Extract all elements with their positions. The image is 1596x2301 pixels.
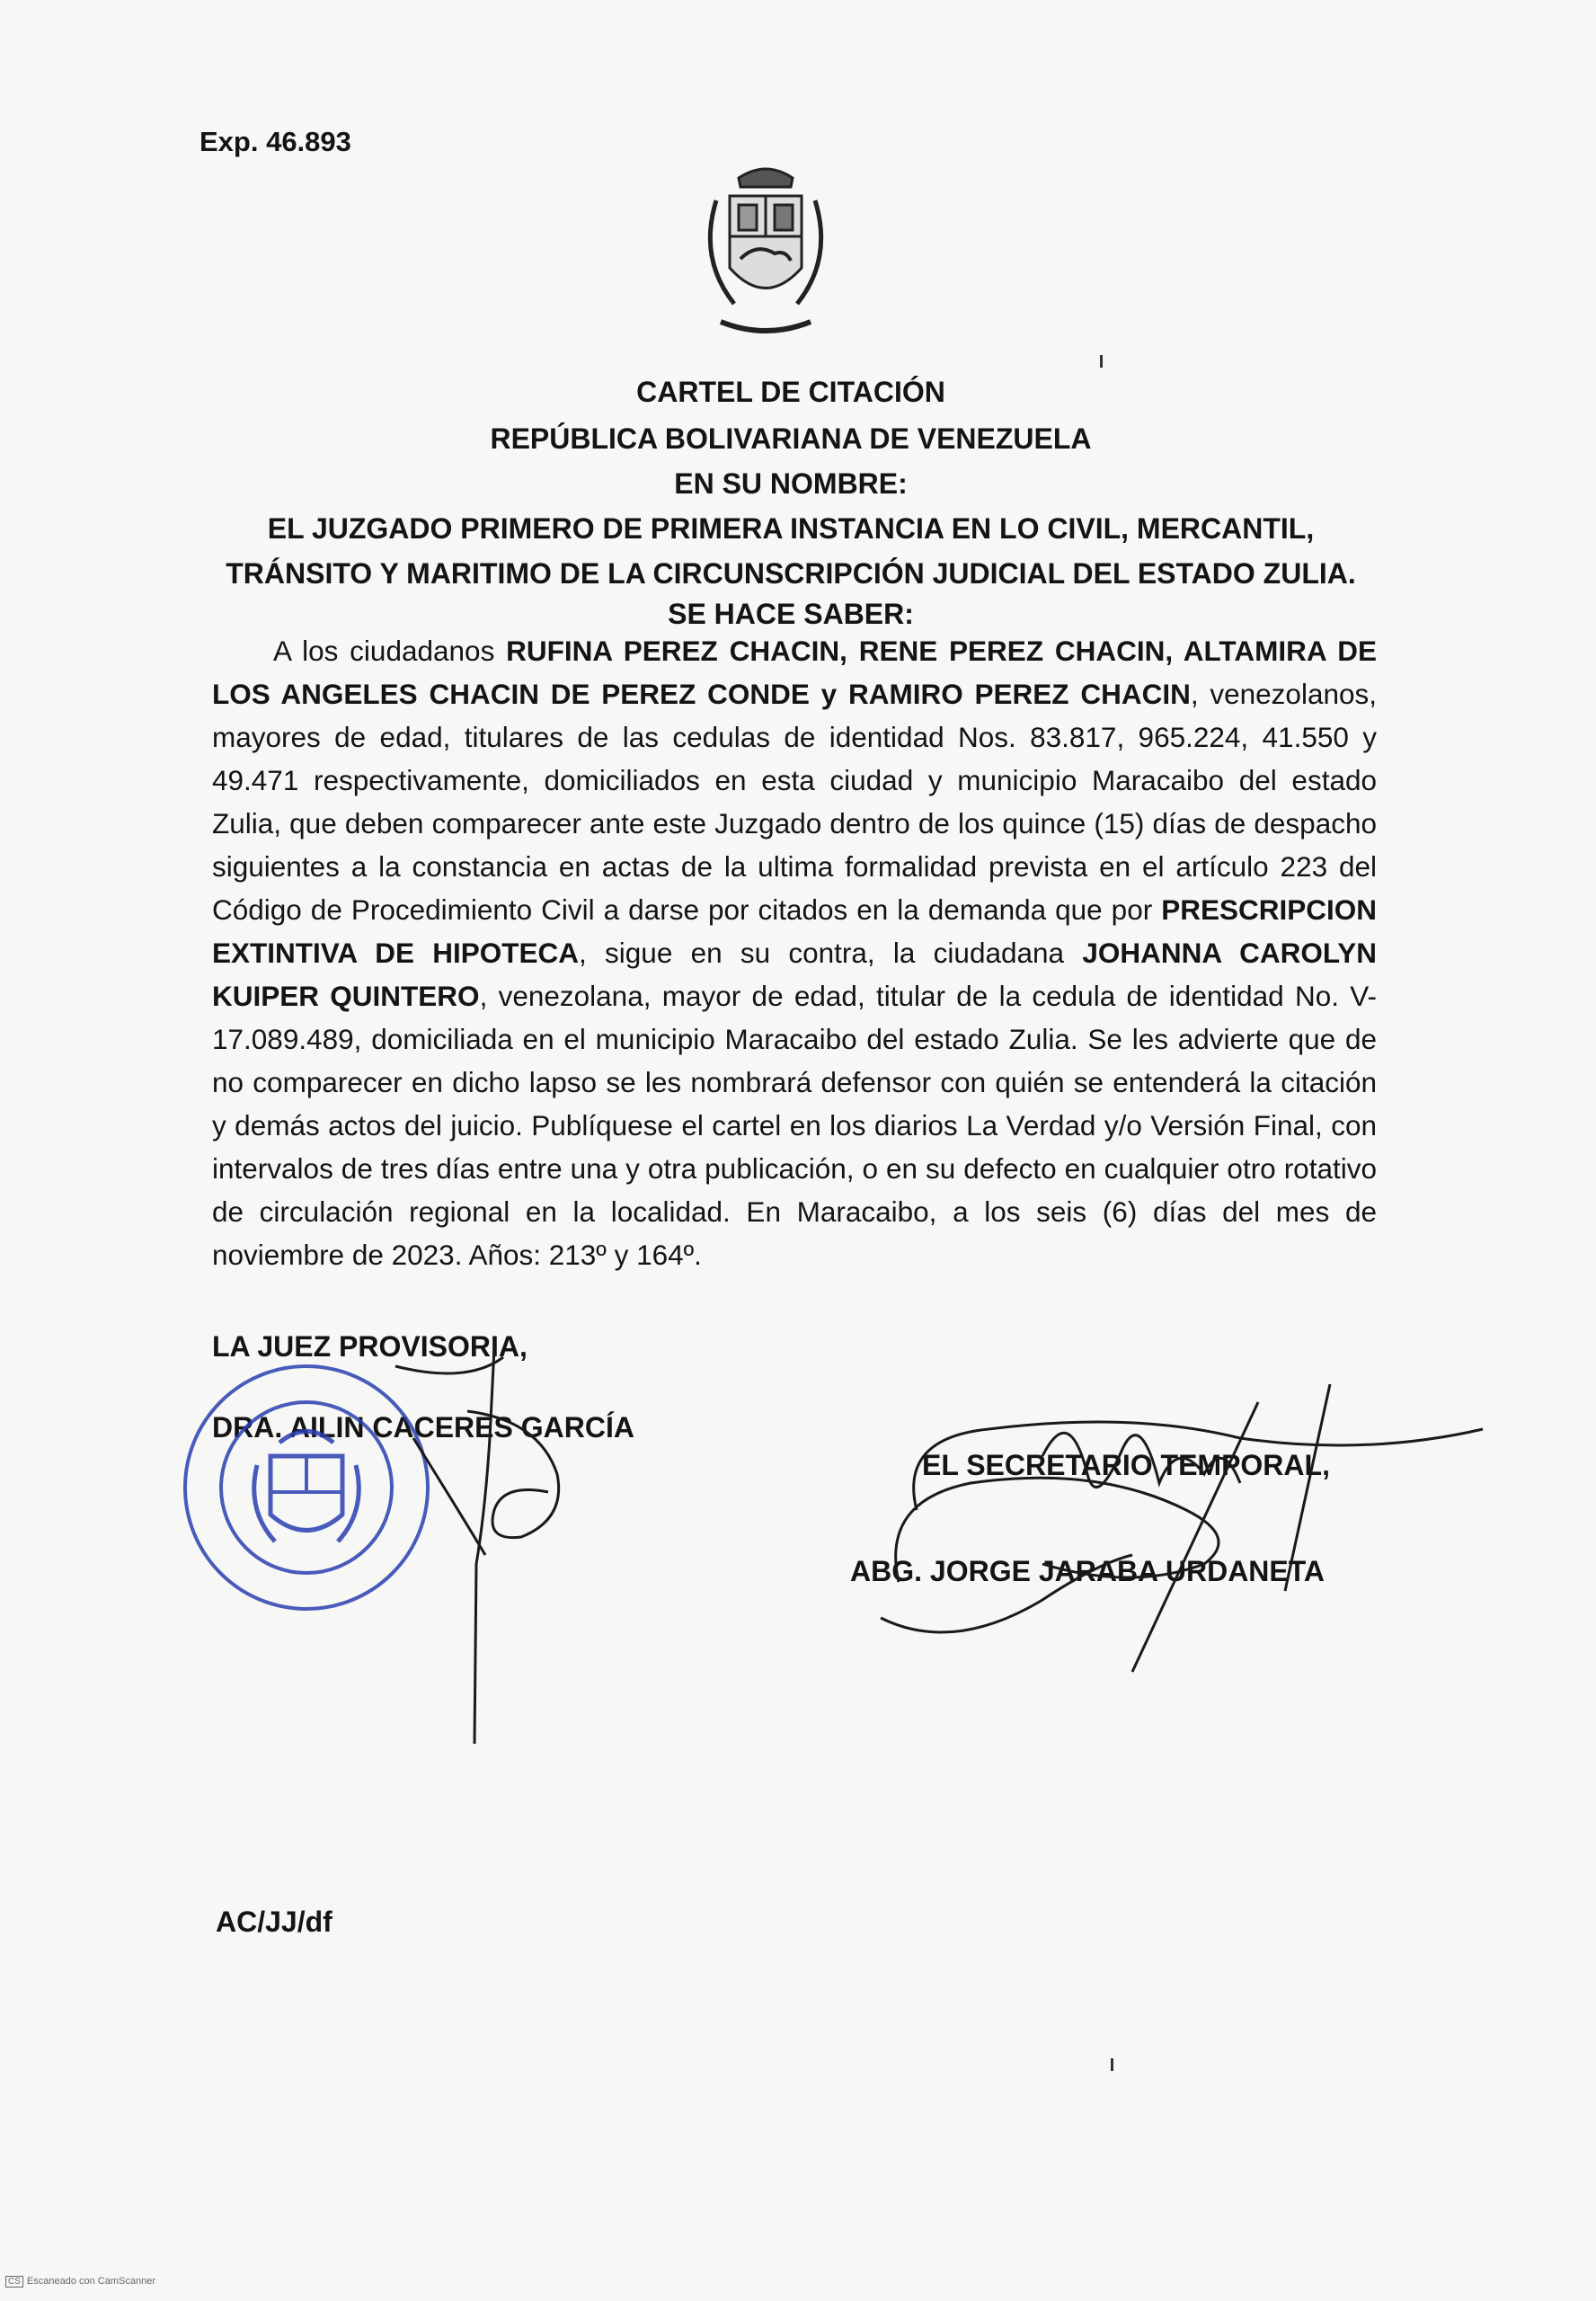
secretary-signature bbox=[863, 1384, 1492, 1681]
scanner-footer bbox=[5, 2276, 155, 2288]
judge-title: LA JUEZ PROVISORIA, bbox=[212, 1330, 528, 1363]
secretary-name: ABG. JORGE JARABA URDANETA bbox=[850, 1555, 1326, 1587]
reference-initials: AC/JJ/df bbox=[216, 1906, 332, 1938]
camscanner-logo: CS bbox=[5, 2276, 23, 2288]
republic-heading: REPÚBLICA BOLIVARIANA DE VENEZUELA bbox=[490, 422, 1092, 455]
citation-body bbox=[212, 629, 1377, 1276]
secretary-title: EL SECRETARIO TEMPORAL, bbox=[922, 1449, 1330, 1481]
body-text-1: A los ciudadanos bbox=[273, 635, 507, 667]
judge-name: DRA. AILIN CACERES GARCÍA bbox=[212, 1411, 634, 1444]
body-text-2: , venezolanos, mayores de edad, titulares de las cedulas de identidad Nos. 83.817, 965.224, 41.550 y 49.471 respectivamente, domiciliados en esta ciudad y municipio Maracaibo del estado Zulia, que deben comparecer ante este Juzgado dentro de los quince (15) días de despacho siguientes a la constancia en actas de la ultima formalidad prevista en el artículo 223 del Código de Procedimiento Civil a darse por citados en la demanda que por bbox=[212, 678, 1378, 926]
scan-mark bbox=[1111, 2058, 1113, 2071]
in-name-heading: EN SU NOMBRE: bbox=[674, 467, 908, 500]
coat-of-arms-icon bbox=[685, 160, 847, 349]
judge-signature bbox=[359, 1330, 593, 1744]
defendants-names: RUFINA PEREZ CHACIN, RENE PEREZ CHACIN, ALTAMIRA DE LOS ANGELES CHACIN DE PEREZ CONDE y RAMIRO PEREZ CHACIN bbox=[212, 635, 1377, 710]
court-heading-line1: EL JUZGADO PRIMERO DE PRIMERA INSTANCIA EN LO CIVIL, MERCANTIL, bbox=[267, 512, 1315, 545]
claim-type: PRESCRIPCION EXTINTIVA DE HIPOTECA bbox=[212, 893, 1377, 969]
body-text-3: , sigue en su contra, la ciudadana bbox=[579, 937, 1083, 969]
expediente-number: Exp. 46.893 bbox=[200, 126, 351, 157]
plaintiff-name: JOHANNA CAROLYN KUIPER QUINTERO bbox=[212, 937, 1378, 1012]
court-heading-line2: TRÁNSITO Y MARITIMO DE LA CIRCUNSCRIPCIÓN JUDICIAL DEL ESTADO ZULIA. bbox=[226, 557, 1356, 590]
scanner-footer-text: Escaneado con CamScanner bbox=[26, 2276, 155, 2287]
scan-mark bbox=[1100, 355, 1103, 368]
citation-paragraph bbox=[212, 629, 1377, 1276]
notice-heading: SE HACE SABER: bbox=[668, 598, 914, 630]
document-title: CARTEL DE CITACIÓN bbox=[636, 376, 945, 408]
body-text-4: , venezolana, mayor de edad, titular de la cedula de identidad No. V- 17.089.489, domiciliada en el municipio Maracaibo del estado Zulia. Se les advierte que de no comparecer en dicho lapso se les nombrará defensor con quién se entenderá la citación y demás actos del juicio. Publíquese el cartel en los diarios La Verdad y/o Versión Final, con intervalos de tres días entre una y otra publicación, o en su defecto en cualquier otro rotativo de circulación regional en la localidad. En Maracaibo, a los seis (6) días del mes de noviembre de 2023. Años: 213º y 164º. bbox=[212, 980, 1378, 1271]
